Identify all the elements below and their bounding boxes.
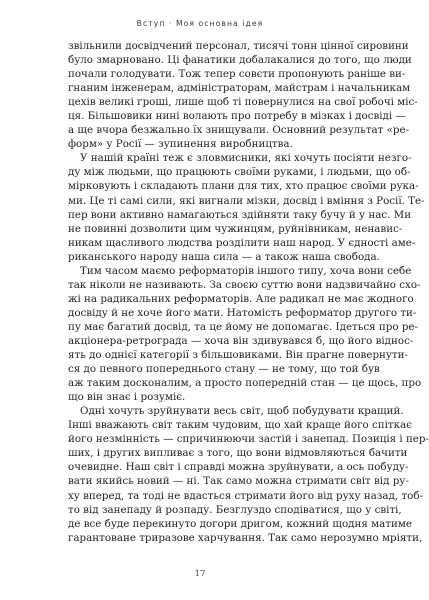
- text-line: жі на радикальних реформаторів. Але радикал не має жодного: [68, 292, 414, 305]
- text-line: акціонера-ретрограда — хоча він здивувався б, що його віднос-: [68, 334, 414, 347]
- text-line: де все буде перекинуто догори дригом, кожний щодня матиме: [68, 517, 412, 530]
- text-line: пу має багатий досвід, та це йому не допомагає. Ідеться про ре-: [68, 320, 418, 333]
- text-line: не повинні дозволити цим чужинцям, руйнівникам, ненавис-: [68, 222, 403, 235]
- text-line: Одні хочуть зруйнувати весь світ, щоб побудувати кращий.: [80, 405, 404, 418]
- text-line: а ще вчора безжально їх знищували. Основний результат «ре-: [68, 124, 410, 137]
- text-line: Тим часом маємо реформаторів іншого типу, хоча вони себе: [80, 264, 412, 277]
- text-line: мірковують і складають плани для тих, хто працює своїми рука-: [68, 180, 419, 193]
- text-line: ху вперед, та тоді не вдасться стримати його від руху назад, тоб-: [68, 489, 424, 502]
- text-line: гнаним інженерам, адміністраторам, майстрам і начальникам: [68, 82, 411, 95]
- text-line: то від занепаду й розпаду. Безглуздо сподіватися, що у світі,: [68, 503, 402, 516]
- page-number: 17: [194, 568, 206, 578]
- text-line: звільнили досвідчений персонал, тисячі тонн цінної сировини: [68, 40, 409, 52]
- text-line: ду між людьми, що працюють своїми руками, і людьми, що об-: [68, 166, 411, 179]
- body-text: [68, 39, 429, 545]
- text-line: Інші вважають світ таким чудовим, що хай краще його спіткає: [68, 419, 412, 432]
- text-line: вати якийсь новий — ні. Так само можна стримати світ від ру-: [68, 475, 409, 488]
- running-head: Вступ · Моя основна ідея: [136, 19, 264, 28]
- text-line: форм» у Росії — зупинення виробництва.: [68, 138, 293, 151]
- text-line: ять до однієї категорії з більшовиками. Він прагне повернути-: [68, 349, 408, 362]
- text-line: ся до певного попереднього стану — не тому, що той був: [68, 363, 380, 376]
- text-line: що він знає і розуміє.: [68, 391, 186, 404]
- text-line: ших, і других випливає з того, що вони відмовляються бачити: [68, 447, 408, 460]
- text-line: аж таким досконалим, а просто попередній стан — це щось, про: [68, 377, 422, 390]
- text-line: ця. Більшовики нині волають про потребу в мізках і досвіді —: [68, 110, 406, 123]
- text-line: У нашій країні теж є зловмисники, які хочуть посіяти незго-: [80, 152, 412, 165]
- text-line: никам щасливого людства розділити наш народ. У єдності аме-: [68, 236, 416, 249]
- paragraph: [68, 151, 425, 263]
- text-line: почали голодувати. Тож тепер совєти пропонують раніше ви-: [68, 68, 406, 81]
- paragraph: [68, 39, 418, 151]
- text-line: пер вони активно намагаються здійняти таку бучу й у нас. Ми: [68, 208, 412, 221]
- paragraph: [68, 264, 422, 404]
- text-line: його незмінність — спричинюючи застій і занепад. Позиція і пер-: [68, 433, 429, 446]
- text-line: цехів великі гроші, лише щоб ті повернулися на свої робочі міс-: [68, 96, 418, 109]
- paragraph: [68, 404, 429, 544]
- text-line: досвіду й не хоче його мати. Натомість реформатор другого ти-: [68, 306, 417, 319]
- text-line: було змарновано. Ці фанатики добалакалися до того, що люди: [68, 54, 412, 67]
- text-line: очевидне. Наш світ і справді можна зруйнувати, а ось побуду-: [68, 461, 409, 474]
- text-line: гарантоване триразове харчування. Так само нерозумно мріяти,: [68, 531, 423, 544]
- text-line: ми. Це ті самі сили, які вигнали мізки, досвід і вміння з Росії. Те-: [68, 194, 425, 207]
- text-line: так ніколи не називають. За своєю суттю вони надзвичайно схо-: [68, 278, 421, 291]
- text-line: риканського народу наша сила — а також наша свобода.: [68, 250, 380, 263]
